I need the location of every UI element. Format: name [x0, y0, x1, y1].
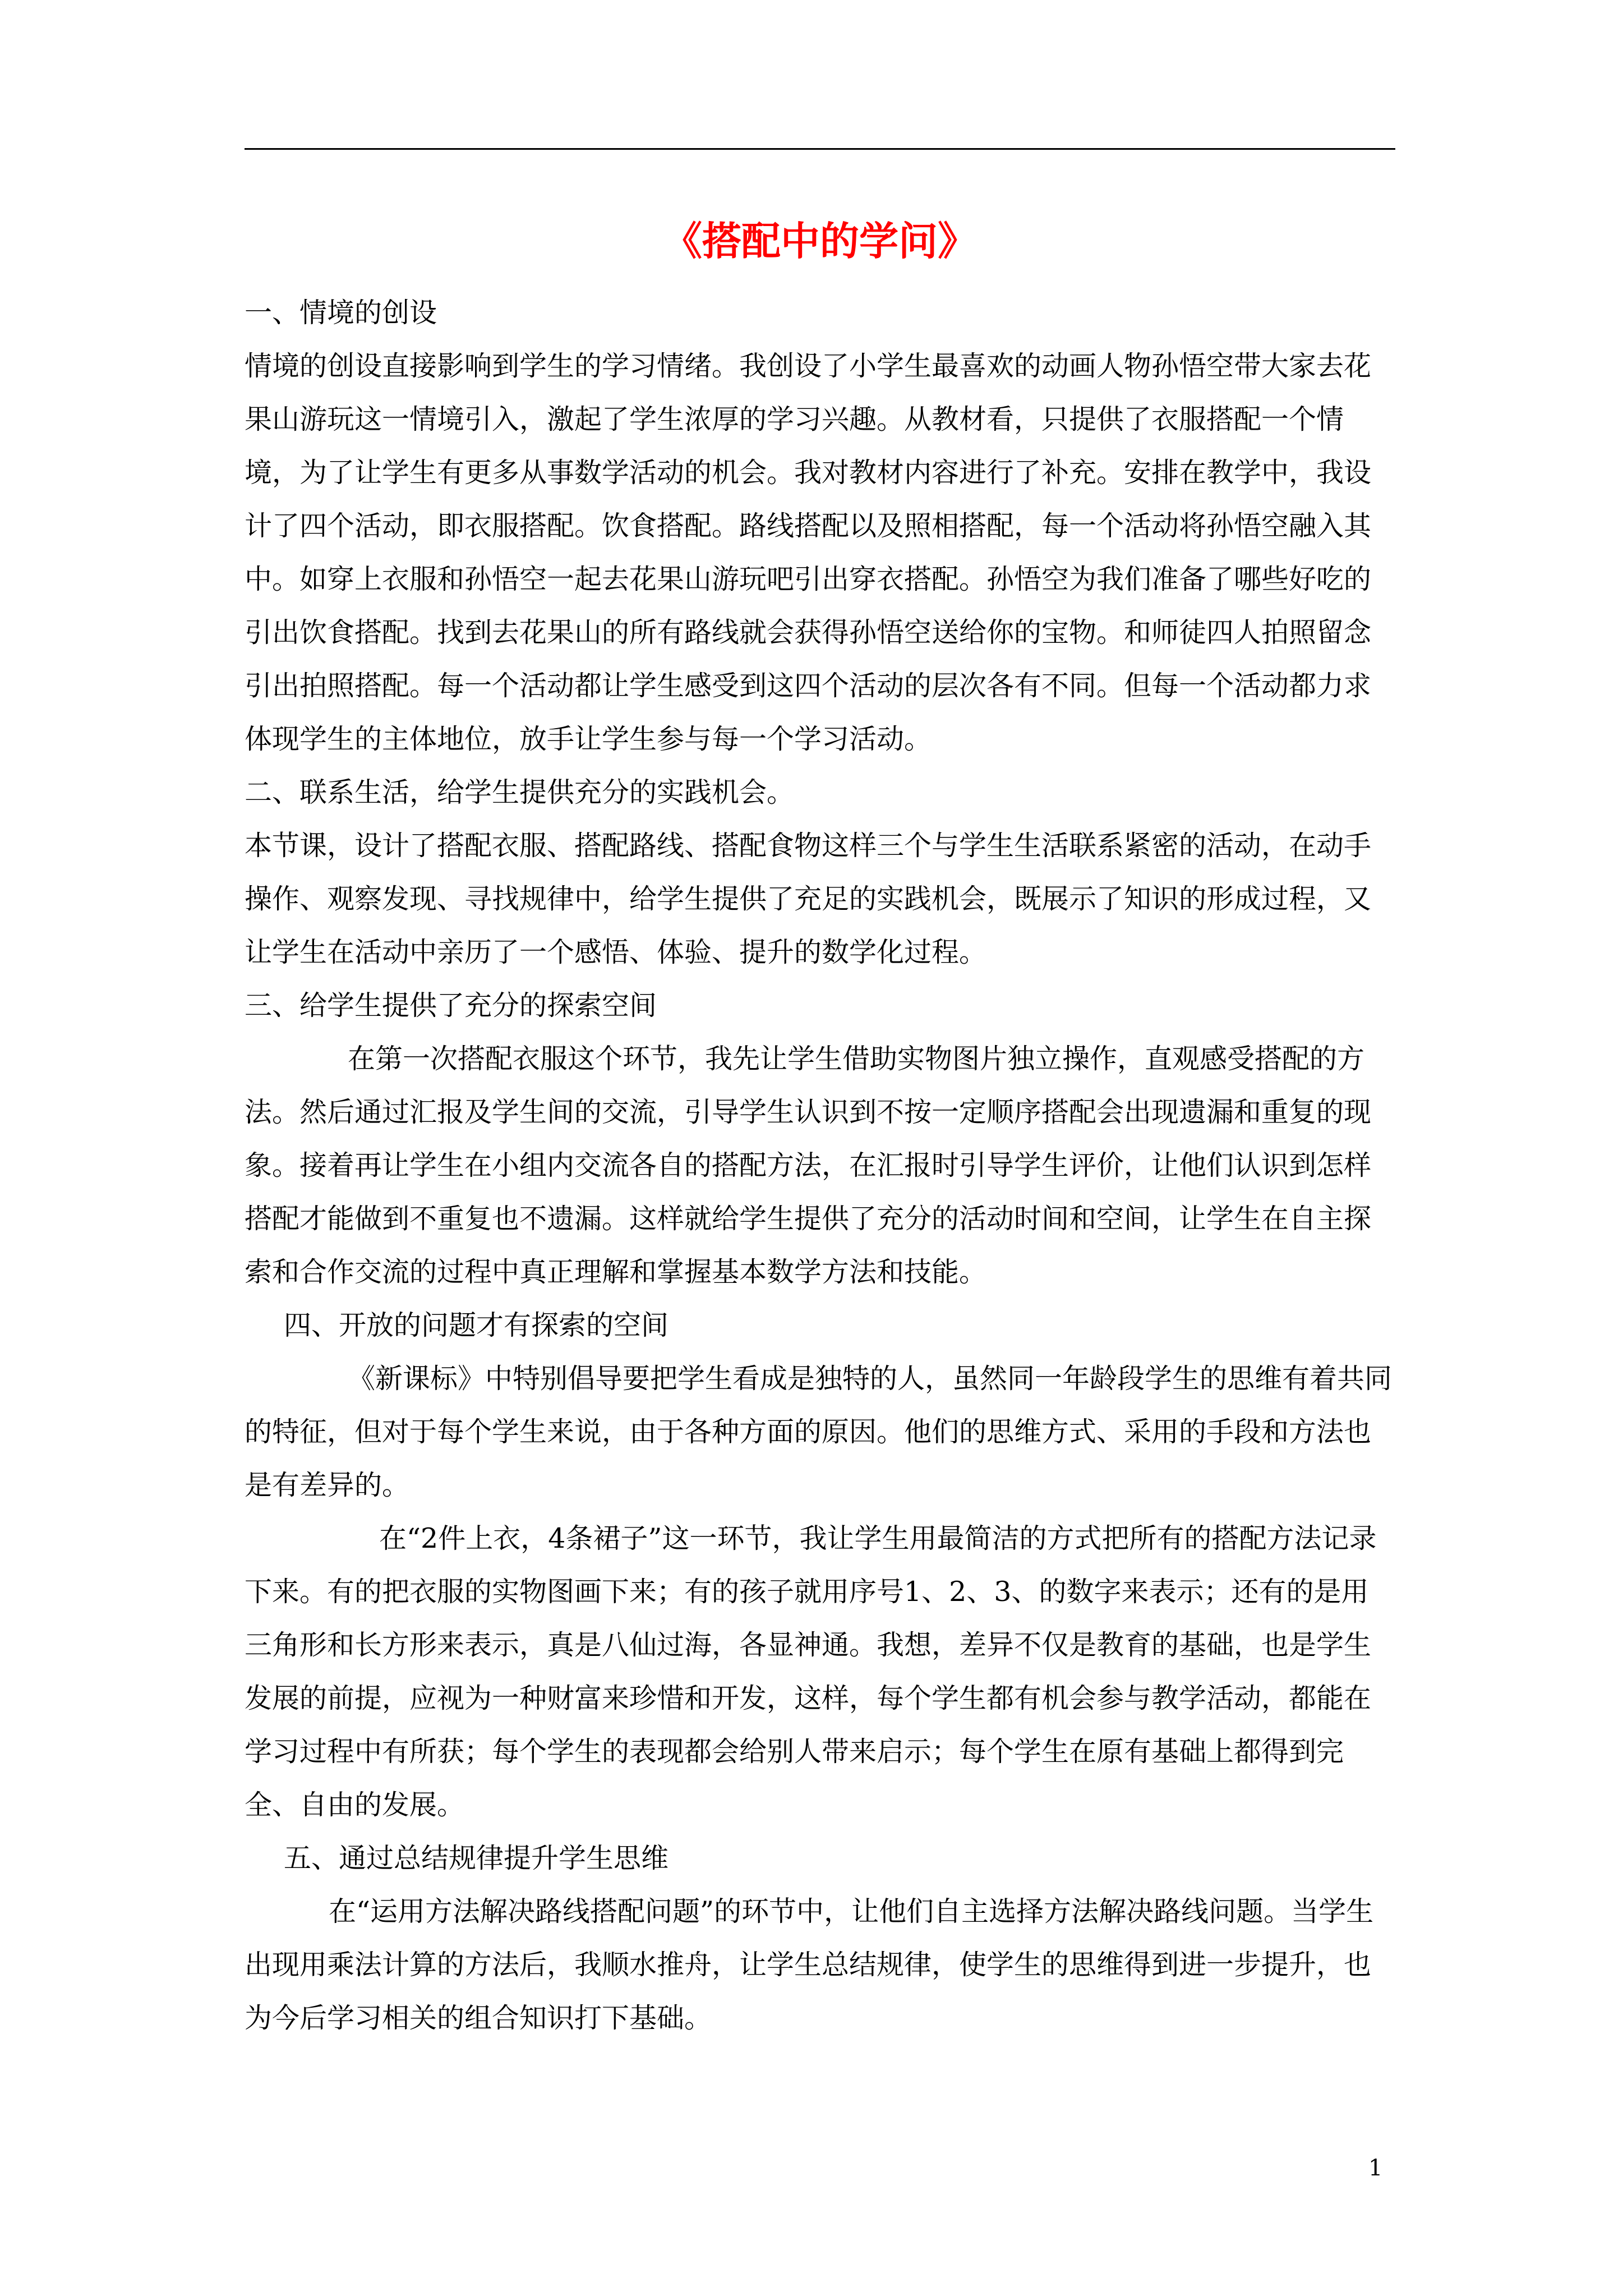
section-heading-2: 二、联系生活，给学生提供充分的实践机会。	[245, 776, 795, 808]
paragraph-6: 在“运用方法解决路线搭配问题”的环节中，让他们自主选择方法解决路线问题。当学生出现用乘法计算的方法后，我顺水推舟，让学生总结规律，使学生的思维得到进一步提升，也为今后学习相关的组合知识打下基础。	[245, 1895, 1374, 2034]
paragraph-5: 在“2件上衣，4条裙子”这一环节，我让学生用最简洁的方式把所有的搭配方法记录下来。有的把衣服的实物图画下来；有的孩子就用序号1、2、3、的数字来表示；还有的是用三角形和长方形来表示，真是八仙过海，各显神通。我想，差异不仅是教育的基础，也是学生发展的前提，应视为一种财富来珍惜和开发，这样，每个学生都有机会参与教学活动，都能在学习过程中有所获；每个学生的表现都会给别人带来启示；每个学生在原有基础上都得到完全、自由的发展。	[245, 1522, 1377, 1821]
section-heading-3: 三、给学生提供了充分的探索空间	[245, 990, 657, 1022]
paragraph-3: 在第一次搭配衣服这个环节，我先让学生借助实物图片独立操作，直观感受搭配的方法。然后通过汇报及学生间的交流，引导学生认识到不按一定顺序搭配会出现遗漏和重复的现象。接着再让学生在小组内交流各自的搭配方法，在汇报时引导学生评价，让他们认识到怎样搭配才能做到不重复也不遗漏。这样就给学生提供了充分的活动时间和空间，让学生在自主探索和合作交流的过程中真正理解和掌握基本数学方法和技能。	[245, 1043, 1372, 1288]
header-rule	[245, 148, 1395, 150]
paragraph-2: 本节课，设计了搭配衣服、搭配路线、搭配食物这样三个与学生生活联系紧密的活动，在动手操作、观察发现、寻找规律中，给学生提供了充足的实践机会，既展示了知识的形成过程，又让学生在活动中亲历了一个感悟、体验、提升的数学化过程。	[245, 830, 1372, 968]
paragraph-1: 情境的创设直接影响到学生的学习情绪。我创设了小学生最喜欢的动画人物孙悟空带大家去花果山游玩这一情境引入，激起了学生浓厚的学习兴趣。从教材看，只提供了衣服搭配一个情境，为了让学生有更多从事数学活动的机会。我对教材内容进行了补充。安排在教学中，我设计了四个活动，即衣服搭配。饮食搭配。路线搭配以及照相搭配，每一个活动将孙悟空融入其中。如穿上衣服和孙悟空一起去花果山游玩吧引出穿衣搭配。孙悟空为我们准备了哪些好吃的引出饮食搭配。找到去花果山的所有路线就会获得孙悟空送给你的宝物。和师徒四人拍照留念引出拍照搭配。每一个活动都让学生感受到这四个活动的层次各有不同。但每一个活动都力求体现学生的主体地位，放手让学生参与每一个学习活动。	[245, 350, 1372, 755]
document-title: 《搭配中的学问》	[663, 218, 977, 264]
document-body	[245, 286, 1395, 2045]
section-heading-5: 五、通过总结规律提升学生思维	[284, 1842, 669, 1874]
section-heading-4: 四、开放的问题才有探索的空间	[284, 1309, 669, 1341]
section-heading-1: 一、情境的创设	[245, 297, 437, 329]
page-number: 1	[1368, 2155, 1383, 2181]
paragraph-4: 《新课标》中特别倡导要把学生看成是独特的人，虽然同一年龄段学生的思维有着共同的特征，但对于每个学生来说，由于各种方面的原因。他们的思维方式、采用的手段和方法也是有差异的。	[245, 1363, 1393, 1501]
